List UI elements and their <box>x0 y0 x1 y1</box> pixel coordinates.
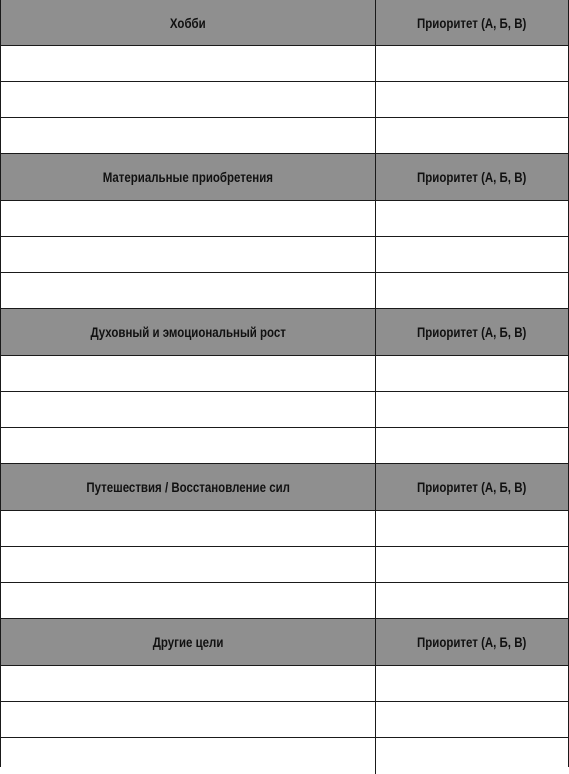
priority-entry-cell[interactable] <box>376 46 568 81</box>
section-material-acquisitions <box>1 154 568 309</box>
section-title: Материальные приобретения <box>102 169 274 185</box>
header-goal-cell <box>1 619 376 665</box>
section-header <box>1 0 568 46</box>
header-priority-cell <box>376 0 568 45</box>
table-row <box>1 201 568 237</box>
priority-entry-cell[interactable] <box>376 583 568 618</box>
section-title: Хобби <box>170 14 206 31</box>
priority-label: Приоритет (А, Б, В) <box>417 14 527 31</box>
priority-label: Приоритет (А, Б, В) <box>417 479 527 495</box>
section-header <box>1 154 568 201</box>
header-goal-cell <box>1 0 376 45</box>
section-title: Путешествия / Восстановление сил <box>86 479 290 495</box>
table-row <box>1 511 568 547</box>
goal-entry-cell[interactable] <box>1 356 376 391</box>
goal-entry-cell[interactable] <box>1 118 376 153</box>
table-row <box>1 237 568 273</box>
table-row <box>1 738 568 774</box>
table-row <box>1 82 568 118</box>
priority-label: Приоритет (А, Б, В) <box>417 634 527 650</box>
goal-entry-cell[interactable] <box>1 666 376 701</box>
priority-entry-cell[interactable] <box>376 356 568 391</box>
section-header <box>1 309 568 356</box>
table-row <box>1 428 568 464</box>
table-row <box>1 666 568 702</box>
priority-entry-cell[interactable] <box>376 392 568 427</box>
header-goal-cell <box>1 464 376 510</box>
table-row <box>1 46 568 82</box>
section-travel-recovery <box>1 464 568 619</box>
priority-label: Приоритет (А, Б, В) <box>417 169 527 185</box>
priority-entry-cell[interactable] <box>376 118 568 153</box>
priority-entry-cell[interactable] <box>376 666 568 701</box>
header-priority-cell <box>376 154 568 200</box>
table-row <box>1 356 568 392</box>
goal-entry-cell[interactable] <box>1 201 376 236</box>
priority-entry-cell[interactable] <box>376 738 568 774</box>
table-row <box>1 118 568 154</box>
table-row <box>1 273 568 309</box>
priority-entry-cell[interactable] <box>376 702 568 737</box>
section-other-goals <box>1 619 568 774</box>
goal-entry-cell[interactable] <box>1 547 376 582</box>
priority-entry-cell[interactable] <box>376 273 568 308</box>
goal-entry-cell[interactable] <box>1 46 376 81</box>
section-spiritual-growth <box>1 309 568 464</box>
goal-entry-cell[interactable] <box>1 738 376 774</box>
section-title: Другие цели <box>152 634 224 650</box>
section-hobby <box>1 0 568 154</box>
priority-label: Приоритет (А, Б, В) <box>417 324 527 340</box>
header-goal-cell <box>1 154 376 200</box>
priority-entry-cell[interactable] <box>376 511 568 546</box>
table-row <box>1 583 568 619</box>
priority-entry-cell[interactable] <box>376 237 568 272</box>
goal-entry-cell[interactable] <box>1 237 376 272</box>
goal-entry-cell[interactable] <box>1 583 376 618</box>
header-priority-cell <box>376 309 568 355</box>
section-title: Духовный и эмоциональный рост <box>90 324 286 340</box>
table-row <box>1 392 568 428</box>
header-priority-cell <box>376 619 568 665</box>
goal-entry-cell[interactable] <box>1 702 376 737</box>
priority-entry-cell[interactable] <box>376 201 568 236</box>
goal-entry-cell[interactable] <box>1 82 376 117</box>
table-row <box>1 702 568 738</box>
goal-entry-cell[interactable] <box>1 428 376 463</box>
section-header <box>1 464 568 511</box>
header-goal-cell <box>1 309 376 355</box>
header-priority-cell <box>376 464 568 510</box>
priority-entry-cell[interactable] <box>376 82 568 117</box>
table-row <box>1 547 568 583</box>
priority-entry-cell[interactable] <box>376 547 568 582</box>
section-header <box>1 619 568 666</box>
goal-entry-cell[interactable] <box>1 511 376 546</box>
goal-entry-cell[interactable] <box>1 273 376 308</box>
goal-entry-cell[interactable] <box>1 392 376 427</box>
priority-entry-cell[interactable] <box>376 428 568 463</box>
